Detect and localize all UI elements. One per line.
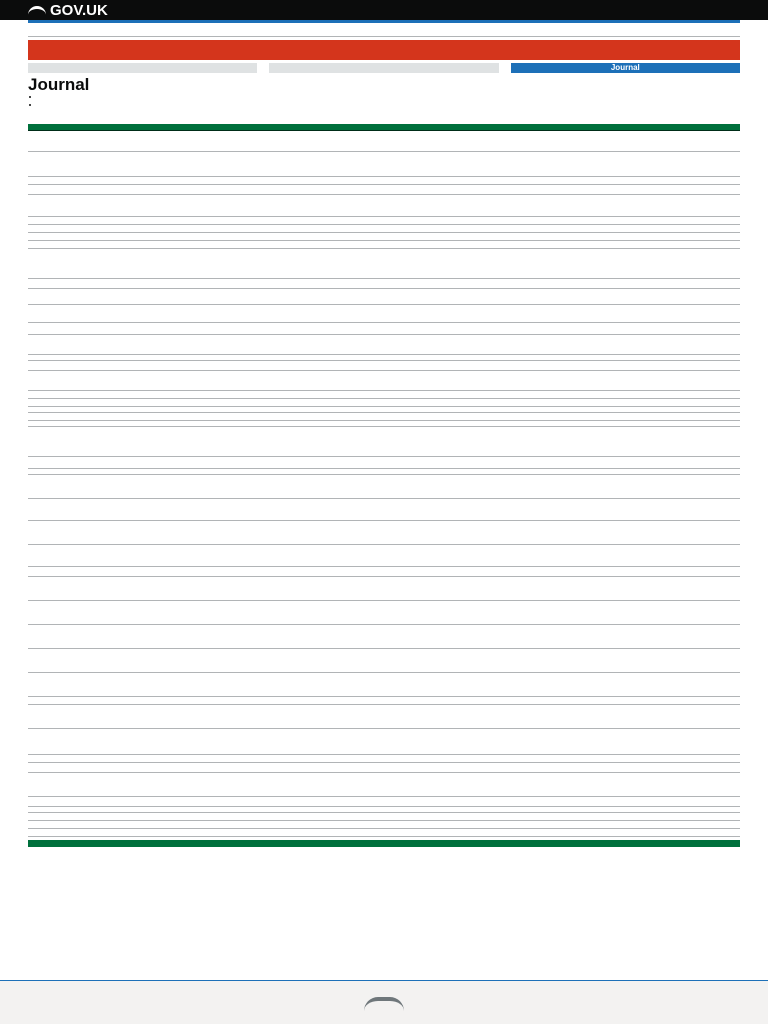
entry-added-by <box>562 412 740 420</box>
entry-added-by <box>562 360 740 370</box>
entry-added-by <box>562 624 740 648</box>
entry-date <box>28 370 163 390</box>
table-row <box>28 412 740 420</box>
entry-date <box>28 151 163 176</box>
entry-date <box>28 762 163 772</box>
section-nav <box>28 63 740 73</box>
important-banner[interactable] <box>28 40 740 60</box>
intro-list <box>28 93 740 109</box>
nav-tab-1[interactable] <box>28 63 257 73</box>
entry-date <box>28 728 163 754</box>
govuk-logo[interactable] <box>28 2 108 19</box>
entry-message <box>163 820 562 828</box>
entry-date <box>28 322 163 334</box>
entry-added-by <box>562 728 740 754</box>
entry-added-by <box>562 772 740 796</box>
entry-date <box>28 498 163 520</box>
entry-date <box>28 600 163 624</box>
entry-date <box>28 624 163 648</box>
entry-added-by <box>562 322 740 334</box>
table-row <box>28 398 740 406</box>
entry-added-by <box>562 474 740 498</box>
entry-added-by <box>562 520 740 544</box>
entry-added-by <box>562 278 740 288</box>
entry-date <box>28 426 163 456</box>
entry-message <box>163 772 562 796</box>
entry-message <box>163 762 562 772</box>
table-row <box>28 194 740 216</box>
entry-message <box>163 672 562 696</box>
table-row <box>28 772 740 796</box>
entry-date <box>28 566 163 576</box>
table-row <box>28 520 740 544</box>
table-row <box>28 322 740 334</box>
entry-added-by <box>562 544 740 566</box>
entry-date <box>28 176 163 184</box>
table-row <box>28 474 740 498</box>
entry-added-by <box>562 390 740 398</box>
table-row <box>28 248 740 278</box>
entry-added-by <box>562 216 740 224</box>
entry-added-by <box>562 754 740 762</box>
entry-message <box>163 498 562 520</box>
entry-date <box>28 248 163 278</box>
table-row <box>28 176 740 184</box>
entry-added-by <box>562 456 740 468</box>
entry-message <box>163 240 562 248</box>
table-row <box>28 498 740 520</box>
entries-header <box>28 133 740 143</box>
entry-added-by <box>562 240 740 248</box>
entry-message <box>163 426 562 456</box>
entry-message <box>163 176 562 184</box>
royal-coat-of-arms-icon <box>364 997 404 1011</box>
table-row <box>28 566 740 576</box>
entry-date <box>28 288 163 304</box>
entry-date <box>28 398 163 406</box>
entry-date <box>28 544 163 566</box>
crown-icon <box>28 6 46 15</box>
table-row <box>28 184 740 194</box>
table-row <box>28 796 740 806</box>
entry-date <box>28 278 163 288</box>
table-row <box>28 224 740 232</box>
table-row <box>28 576 740 600</box>
entry-added-by <box>562 232 740 240</box>
entry-date <box>28 474 163 498</box>
entry-date <box>28 390 163 398</box>
entry-message <box>163 224 562 232</box>
entry-added-by <box>562 828 740 836</box>
column-header-added-by <box>562 143 740 151</box>
table-row <box>28 426 740 456</box>
entry-message <box>163 696 562 704</box>
entry-date <box>28 576 163 600</box>
table-row <box>28 704 740 728</box>
add-journal-entry-button[interactable] <box>28 124 740 130</box>
entry-message <box>163 648 562 672</box>
table-row <box>28 370 740 390</box>
column-header-message <box>163 143 562 151</box>
table-row <box>28 232 740 240</box>
entry-date <box>28 520 163 544</box>
table-row <box>28 544 740 566</box>
entry-added-by <box>562 576 740 600</box>
entry-message <box>163 370 562 390</box>
entry-message <box>163 278 562 288</box>
table-row <box>28 672 740 696</box>
entry-date <box>28 360 163 370</box>
entry-message <box>163 828 562 836</box>
table-row <box>28 820 740 828</box>
entry-added-by <box>562 796 740 806</box>
entry-message <box>163 194 562 216</box>
entry-message <box>163 576 562 600</box>
entry-date <box>28 696 163 704</box>
entry-date <box>28 240 163 248</box>
table-row <box>28 390 740 398</box>
entry-added-by <box>562 498 740 520</box>
entry-message <box>163 288 562 304</box>
entry-added-by <box>562 566 740 576</box>
entry-message <box>163 728 562 754</box>
entry-date <box>28 184 163 194</box>
entry-added-by <box>562 812 740 820</box>
entry-added-by <box>562 288 740 304</box>
table-row <box>28 304 740 322</box>
journal-intro <box>28 93 740 123</box>
entry-message <box>163 151 562 176</box>
entry-message <box>163 390 562 398</box>
entry-message <box>163 360 562 370</box>
entry-message <box>163 248 562 278</box>
intro-bullet <box>40 93 740 101</box>
entry-added-by <box>562 820 740 828</box>
entry-message <box>163 184 562 194</box>
table-row <box>28 812 740 820</box>
entry-added-by <box>562 370 740 390</box>
entry-date <box>28 812 163 820</box>
column-header-date <box>28 143 163 151</box>
entry-added-by <box>562 176 740 184</box>
intro-bullet <box>40 101 740 109</box>
entry-date <box>28 216 163 224</box>
entry-message <box>163 322 562 334</box>
entry-added-by <box>562 224 740 232</box>
entry-message <box>163 520 562 544</box>
table-row <box>28 696 740 704</box>
entry-date <box>28 754 163 762</box>
entry-date <box>28 456 163 468</box>
entry-added-by <box>562 648 740 672</box>
table-row <box>28 828 740 836</box>
entry-message <box>163 412 562 420</box>
entry-message <box>163 456 562 468</box>
entry-added-by <box>562 304 740 322</box>
phase-banner <box>28 23 740 37</box>
entry-added-by <box>562 151 740 176</box>
entry-added-by <box>562 672 740 696</box>
table-row <box>28 216 740 224</box>
entry-message <box>163 544 562 566</box>
entry-date <box>28 334 163 354</box>
entry-message <box>163 334 562 354</box>
entry-date <box>28 672 163 696</box>
table-row <box>28 648 740 672</box>
entry-added-by <box>562 600 740 624</box>
site-header <box>0 0 768 20</box>
entry-message <box>163 216 562 224</box>
entry-message <box>163 566 562 576</box>
entry-message <box>163 754 562 762</box>
entry-message <box>163 474 562 498</box>
table-row <box>28 754 740 762</box>
page-title: Journal <box>28 75 90 94</box>
entry-date <box>28 828 163 836</box>
entry-message <box>163 796 562 806</box>
entry-added-by <box>562 194 740 216</box>
site-footer <box>0 980 768 1024</box>
entry-date <box>28 648 163 672</box>
entry-date <box>28 772 163 796</box>
entry-date <box>28 796 163 806</box>
entry-added-by <box>562 426 740 456</box>
entry-message <box>163 304 562 322</box>
entry-date <box>28 820 163 828</box>
entry-message <box>163 398 562 406</box>
entry-message <box>163 232 562 240</box>
entry-date <box>28 704 163 728</box>
entry-message <box>163 812 562 820</box>
show-more-button[interactable] <box>28 840 740 847</box>
table-row <box>28 278 740 288</box>
entry-added-by <box>562 762 740 772</box>
entry-added-by <box>562 184 740 194</box>
table-row <box>28 728 740 754</box>
entry-date <box>28 304 163 322</box>
table-row <box>28 240 740 248</box>
entry-message <box>163 704 562 728</box>
journal-table <box>28 143 740 837</box>
logo-text: GOV.UK <box>50 1 108 19</box>
entry-date <box>28 224 163 232</box>
table-row <box>28 334 740 354</box>
table-row <box>28 456 740 468</box>
nav-tab-journal[interactable]: Journal <box>511 63 740 73</box>
entry-added-by <box>562 248 740 278</box>
table-row <box>28 624 740 648</box>
table-row <box>28 600 740 624</box>
entry-date <box>28 232 163 240</box>
table-row <box>28 288 740 304</box>
entry-date <box>28 194 163 216</box>
entry-date <box>28 412 163 420</box>
table-row <box>28 151 740 176</box>
journal-rows <box>28 151 740 836</box>
table-row <box>28 360 740 370</box>
table-row <box>28 762 740 772</box>
entry-message <box>163 624 562 648</box>
nav-tab-2[interactable] <box>269 63 498 73</box>
table-header-row <box>28 143 740 151</box>
entry-added-by <box>562 398 740 406</box>
main-container <box>0 23 768 847</box>
entry-added-by <box>562 696 740 704</box>
entry-added-by <box>562 704 740 728</box>
entry-added-by <box>562 334 740 354</box>
entry-message <box>163 600 562 624</box>
